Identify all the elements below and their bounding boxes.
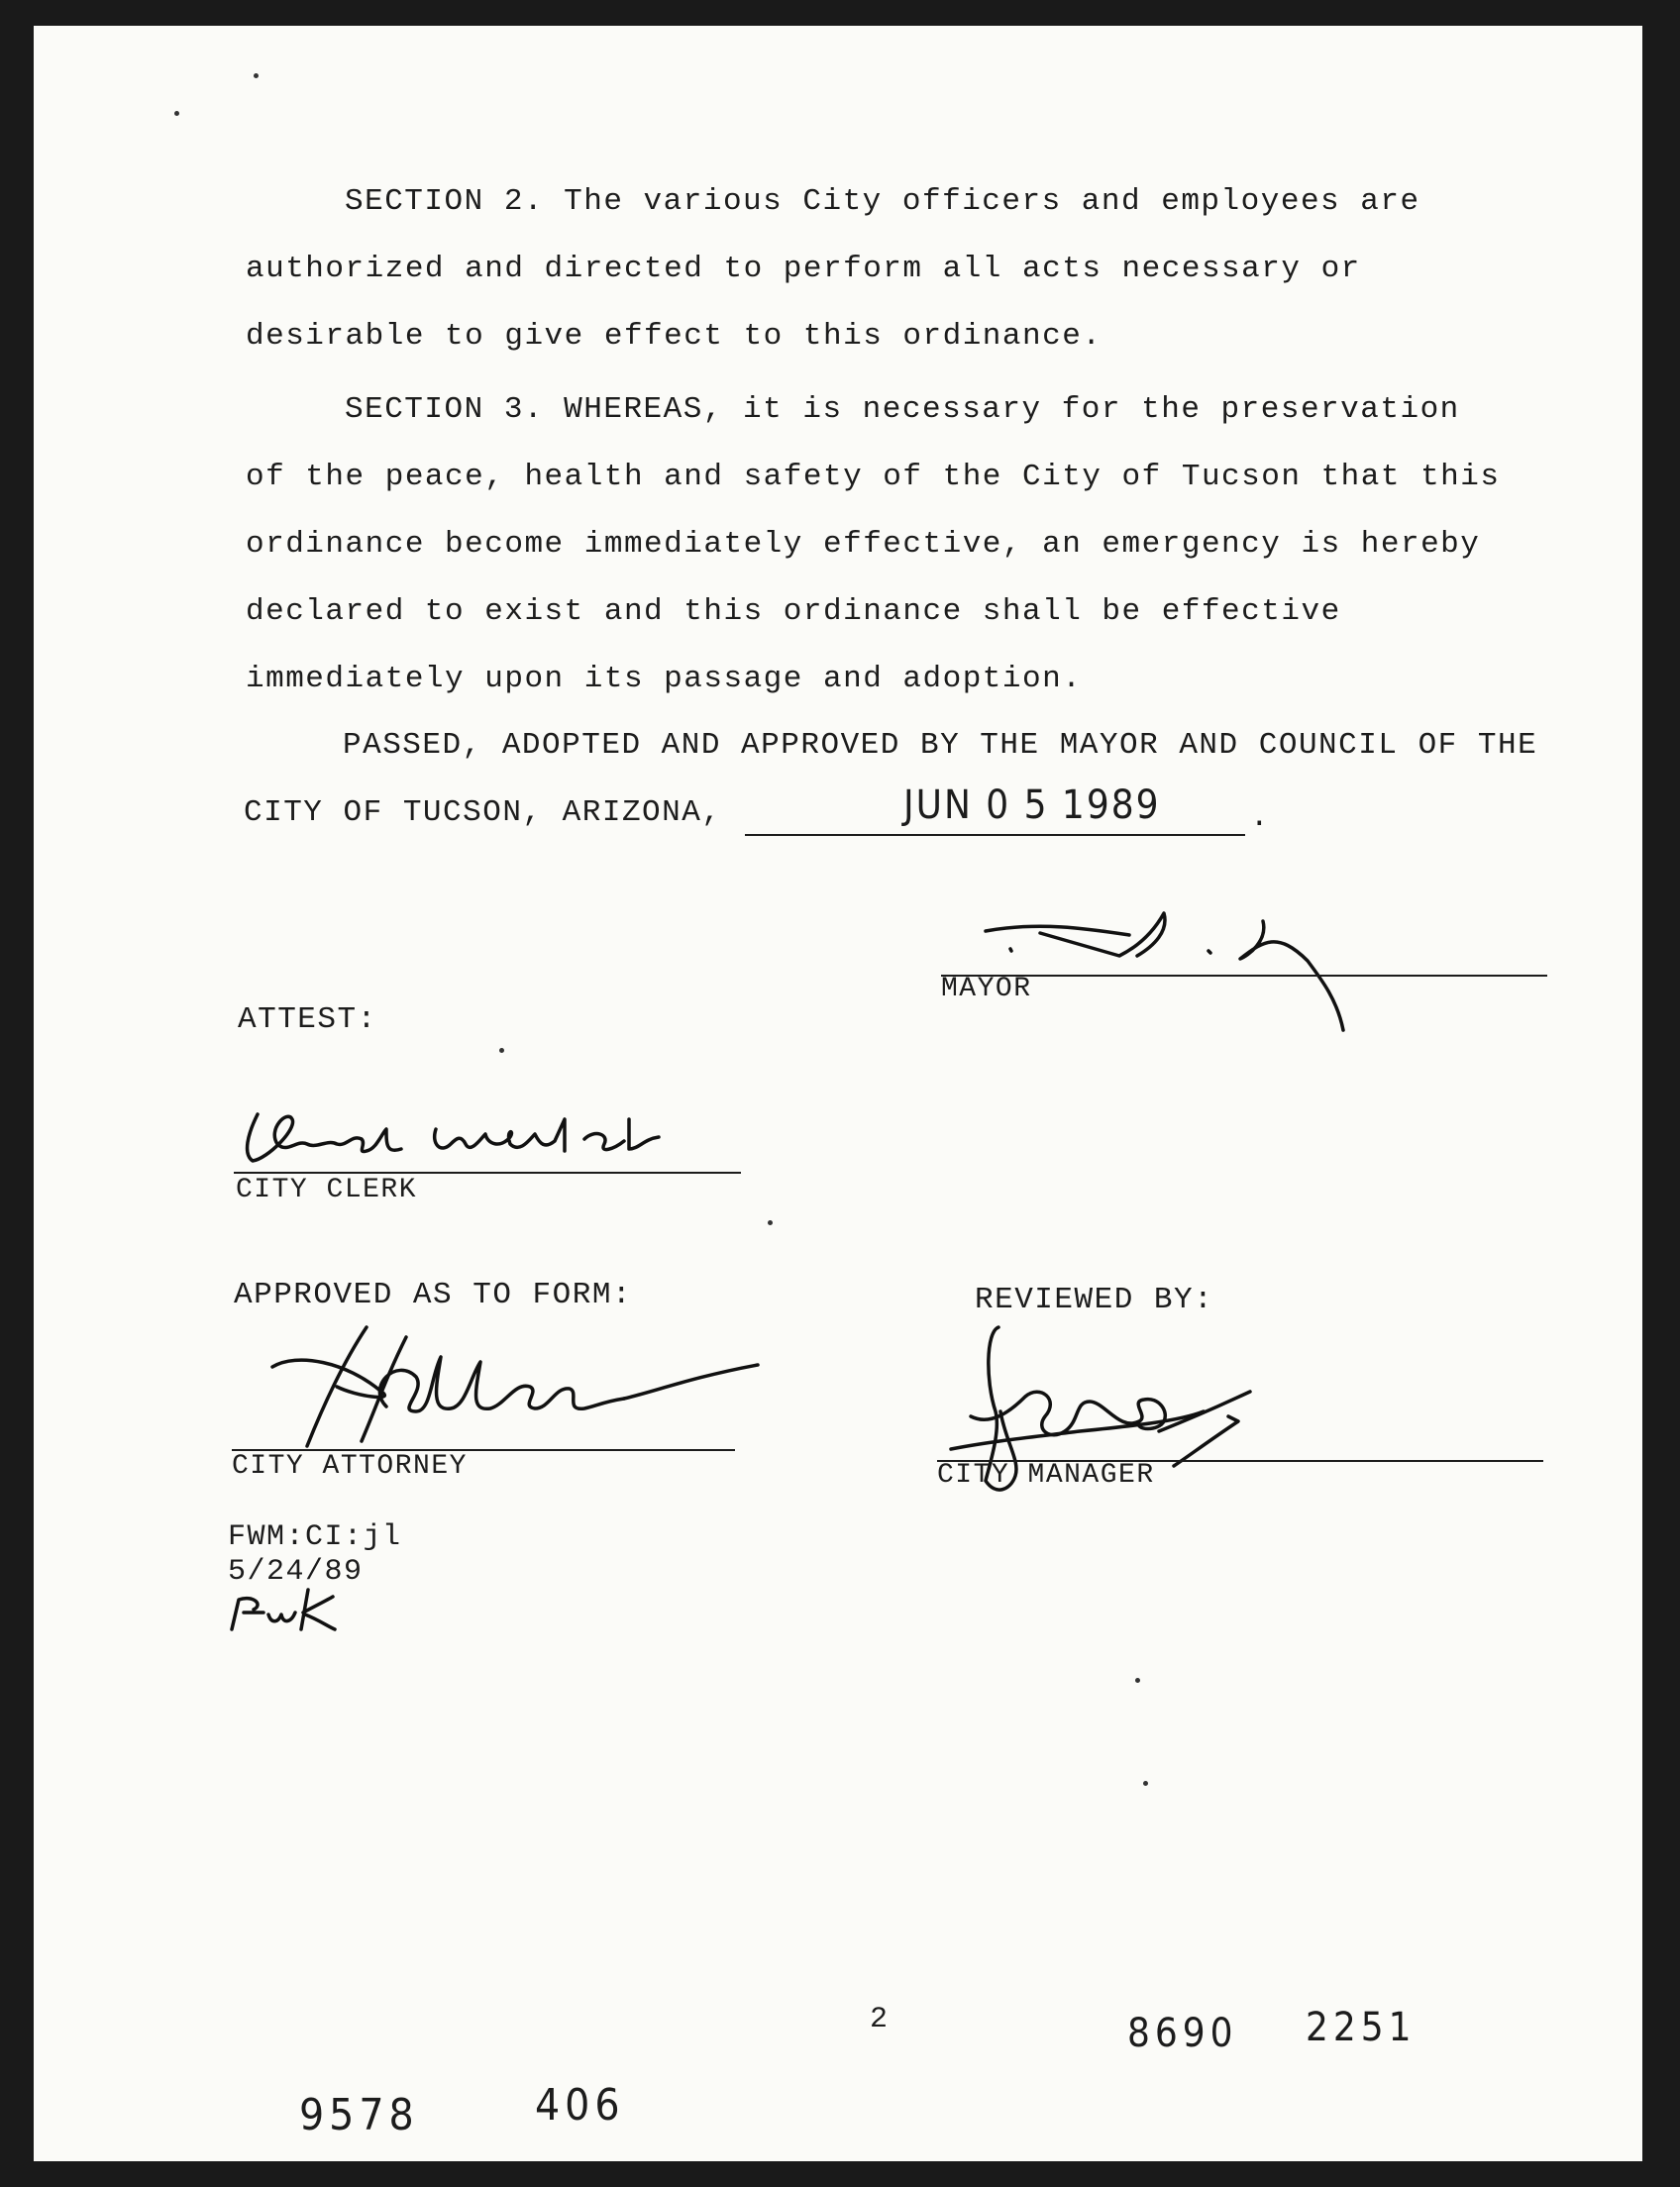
- section-3-line-5: immediately upon its passage and adoption.: [246, 662, 1083, 696]
- city-clerk-signature: [238, 1099, 693, 1179]
- page-number: 2: [870, 2003, 890, 2036]
- section-3-line-3: ordinance become immediately effective, an emergency is hereby: [246, 527, 1481, 562]
- section-2-line-2: authorized and directed to perform all acts necessary or: [246, 252, 1361, 286]
- city-manager-label: CITY MANAGER: [937, 1460, 1155, 1491]
- document-number-left-b: 406: [535, 2080, 625, 2131]
- date-period: .: [1250, 800, 1271, 835]
- city-clerk-label: CITY CLERK: [236, 1175, 418, 1205]
- reference-code: FWM:CI:jl: [228, 1520, 402, 1554]
- approved-as-to-form-label: APPROVED AS TO FORM:: [234, 1278, 633, 1312]
- section-2-paragraph: [246, 168, 1563, 370]
- reference-initials: [224, 1585, 343, 1634]
- passed-line-2: CITY OF TUCSON, ARIZONA,: [244, 795, 722, 830]
- city-clerk-signature-line: [234, 1172, 741, 1174]
- document-number-right-a: 8690: [1127, 2011, 1238, 2056]
- section-3-paragraph: [246, 376, 1563, 713]
- city-attorney-label: CITY ATTORNEY: [232, 1451, 468, 1482]
- document-number-right-b: 2251: [1306, 2005, 1417, 2050]
- mayor-signature: [981, 901, 1397, 1040]
- scan-speck: [254, 73, 259, 78]
- scan-speck: [1135, 1678, 1140, 1683]
- city-manager-signature: [931, 1322, 1347, 1520]
- section-3-line-2: of the peace, health and safety of the City of Tucson that this: [246, 460, 1501, 494]
- passed-line-1: PASSED, ADOPTED AND APPROVED BY THE MAYOR AND COUNCIL OF THE: [343, 728, 1538, 763]
- scan-speck: [499, 1048, 504, 1053]
- mayor-label: MAYOR: [941, 974, 1032, 1004]
- reference-date: 5/24/89: [228, 1555, 364, 1589]
- document-number-left-a: 9578: [299, 2090, 419, 2140]
- section-2-line-1: SECTION 2. The various City officers and employees are: [345, 184, 1420, 219]
- mayor-signature-line: [941, 975, 1547, 977]
- section-3-line-4: declared to exist and this ordinance shall be effective: [246, 594, 1341, 629]
- section-3-line-1: SECTION 3. WHEREAS, it is necessary for the preservation: [345, 392, 1460, 427]
- reviewed-by-label: REVIEWED BY:: [975, 1283, 1214, 1317]
- section-2-line-3: desirable to give effect to this ordinance.: [246, 319, 1102, 354]
- city-attorney-signature: [267, 1317, 763, 1456]
- scan-speck: [174, 111, 179, 116]
- attest-label: ATTEST:: [238, 1002, 377, 1037]
- date-underline: [745, 834, 1245, 836]
- scan-speck: [1143, 1781, 1148, 1786]
- passage-date: JUN 0 5 1989: [903, 782, 1161, 828]
- scan-speck: [768, 1220, 773, 1225]
